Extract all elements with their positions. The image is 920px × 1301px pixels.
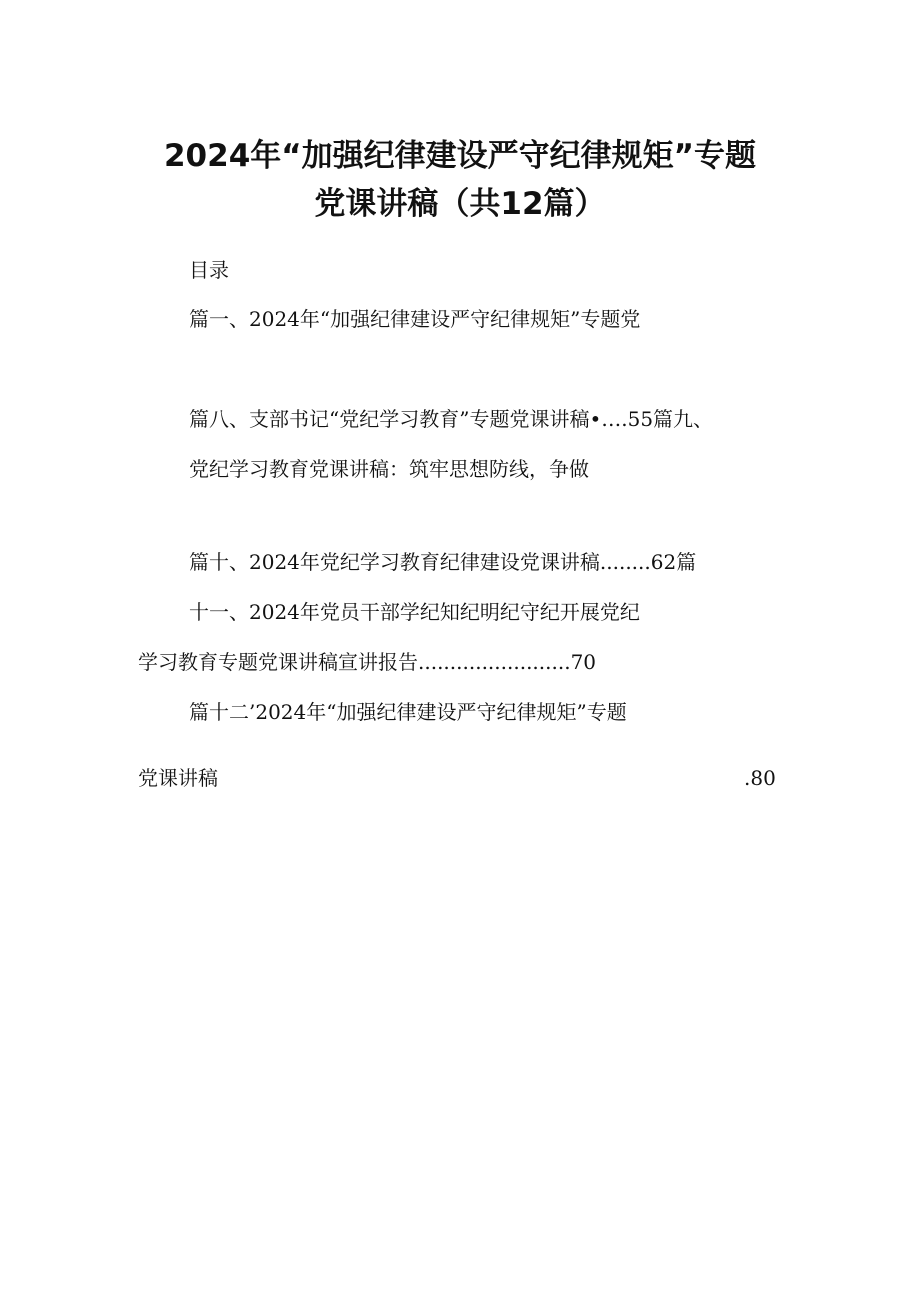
toc-entry-10[interactable]: 篇十、2024年党纪学习教育纪律建设党课讲稿........62篇 bbox=[189, 550, 697, 574]
toc-entry-11[interactable]: 十一、2024年党员干部学纪知纪明纪守纪开展党纪 bbox=[189, 600, 640, 624]
toc-entry-9-continuation[interactable]: 党纪学习教育党课讲稿：筑牢思想防线，争做 bbox=[189, 457, 589, 481]
toc-entry-11-continuation[interactable]: 学习教育专题党课讲稿宣讲报告........................70 bbox=[138, 650, 597, 674]
toc-entry-8[interactable]: 篇八、支部书记“党纪学习教育”专题党课讲稿•….55篇九、 bbox=[189, 407, 714, 431]
toc-heading: 目录 bbox=[189, 258, 229, 282]
toc-entry-12-page-number: .80 bbox=[744, 766, 776, 790]
toc-entry-12[interactable]: 篇十二’2024年“加强纪律建设严守纪律规矩”专题 bbox=[189, 700, 627, 724]
toc-entry-1[interactable]: 篇一、2024年“加强纪律建设严守纪律规矩”专题党 bbox=[189, 307, 641, 331]
toc-entry-12-continuation[interactable]: 党课讲稿 bbox=[138, 766, 218, 790]
document-title-line-2: 党课讲稿（共12篇） bbox=[314, 186, 606, 222]
document-title-line-1: 2024年“加强纪律建设严守纪律规矩”专题 bbox=[163, 138, 757, 174]
